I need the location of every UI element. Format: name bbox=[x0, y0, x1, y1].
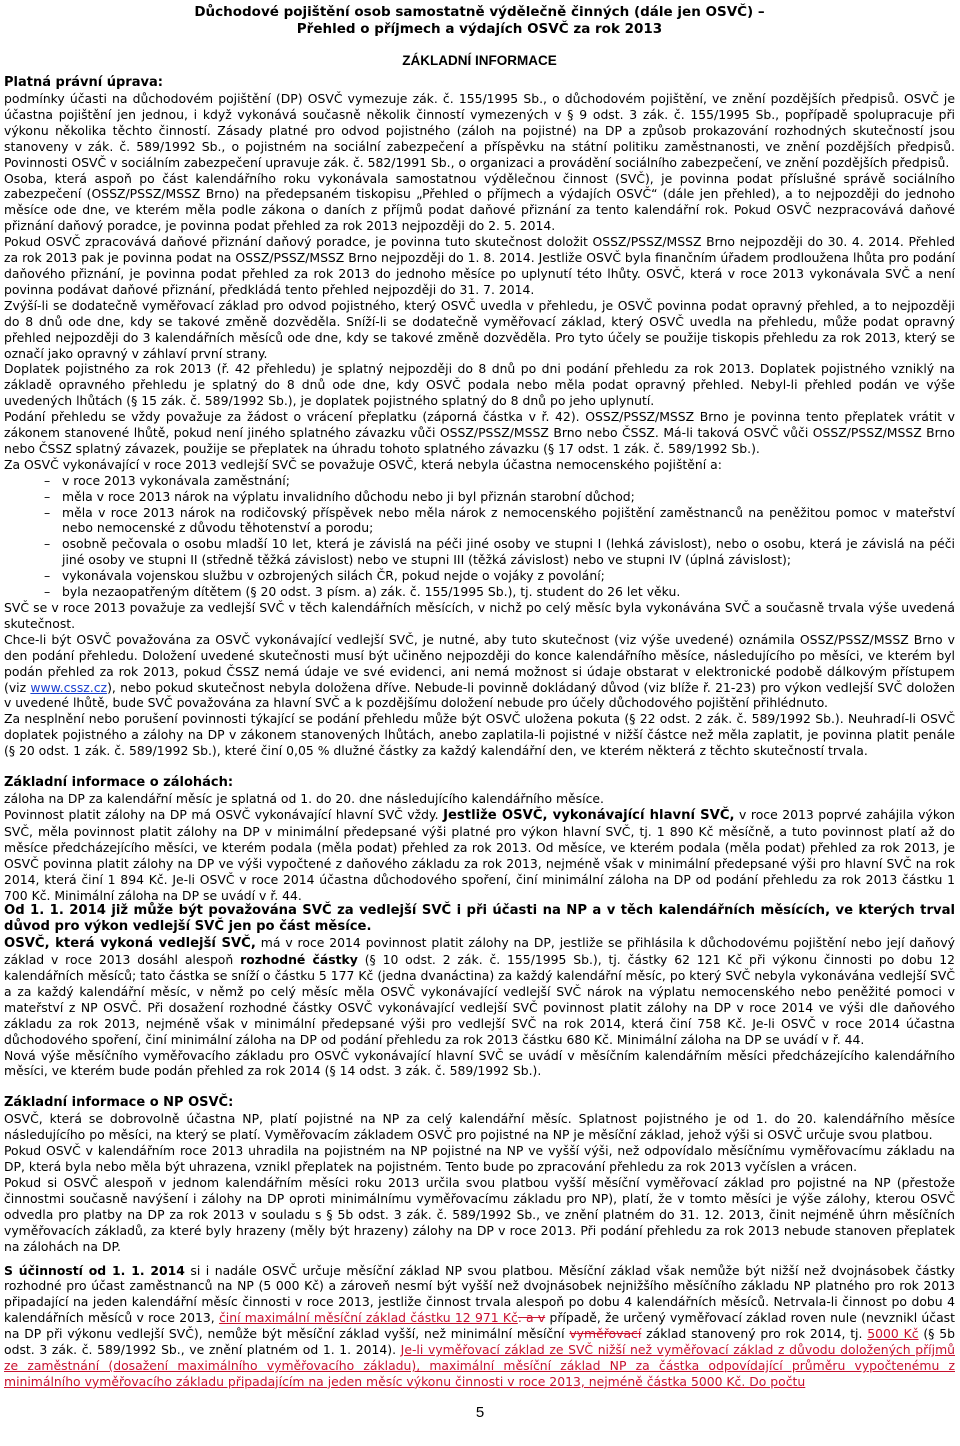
conditions-list bbox=[4, 473, 955, 600]
paragraph: Podání přehledu se vždy považuje za žádost o vrácení přeplatku (záporná částka v ř. 42). OSSZ/PSSZ/MSSZ Brno je povinna tento přeplatek vrátit v zákonem stanovené lhůtě, pokud není jiného splatného závazku vůči OSSZ/PSSZ/MSSZ Brno nebo ČSSZ. Má-li taková OSVČ vůči OSSZ/PSSZ/MSSZ Brno nebo ČSSZ splatný závazek, použije se přeplatek na úhradu tohoto splatného závazku (§ 17 odst. 1 zák. č. 589/1992 Sb.). bbox=[4, 409, 955, 456]
section-gap bbox=[4, 1079, 955, 1095]
advances-heading: Základní informace o zálohách: bbox=[4, 775, 234, 791]
text-span: základ stanovený pro rok 2014, tj. bbox=[641, 1326, 868, 1342]
text-span: Chce-li být OSVČ považována za OSVČ vykonávající vedlejší SVČ, je nutné, aby tuto skutečnost (viz výše uvedené) oznámila OSSZ/PSSZ/MSSZ Brno v den podání přehledu. Doložení uvedené skutečnosti musí být učiněno nejpozději do konce kalendářního měsíce, následujícího po měsíci, ve kterém byl podán přehled za rok 2013, pokud ČSSZ nemá údaje ve své evidenci, ani nemá možnost si údaje obstarat v elektronické podobě dálkovým přístupem (viz bbox=[4, 631, 955, 695]
text-span: Povinnost platit zálohy na DP má OSVČ vykonávající hlavní SVČ vždy. bbox=[4, 806, 444, 822]
paragraph: Pokud OSVČ v kalendářním roce 2013 uhradila na pojistném na NP pojistné na NP ve vyšší výši, než odpovídalo měsíčnímu vyměřovacímu základu na DP, která byla nebo měla být uhrazena, vznikl přeplatek na pojistném. Tento bude po zpracování přehledu za rok 2013 vyčíslen a vrácen. bbox=[4, 1143, 955, 1175]
np-heading: Základní informace o NP OSVČ: bbox=[4, 1095, 234, 1111]
struck-text: vyměřovací bbox=[569, 1326, 642, 1342]
list-item: – vykonávala vojenskou službu v ozbrojených silách ČR, pokud nejde o vojáky z povolání; bbox=[44, 568, 955, 584]
amended-text: 5000 Kč bbox=[867, 1326, 919, 1342]
document-page bbox=[4, 4, 955, 1390]
paragraph bbox=[4, 1263, 955, 1390]
document-title bbox=[4, 4, 955, 38]
page-number: 5 bbox=[475, 1404, 485, 1421]
emphasis-text: Jestliže OSVČ, vykonávající hlavní SVČ, bbox=[443, 807, 735, 823]
list-item: – v roce 2013 vykonávala zaměstnání; bbox=[44, 473, 955, 489]
list-item: – osobně pečovala o osobu mladší 10 let, která je závislá na péči jiné osoby ve stupni I (lehká závislost), nebo o osobu, která je závislá na péči jiné osoby ve stupni II (středně těžká závislost) nebo ve stupni III (těžká závislost) nebo ve stupni IV (úplná závislost); bbox=[44, 536, 955, 568]
paragraph bbox=[4, 935, 955, 1047]
title-line-1: Důchodové pojištění osob samostatně výdělečně činných (dále jen OSVČ) – bbox=[194, 4, 765, 20]
paragraph: Nová výše měsíčního vyměřovacího základu pro OSVČ vykonávající hlavní SVČ se uvádí v měsíčním kalendářním měsíci předcházejícího kalendářního měsíci, ve kterém bude podán přehled za rok 2014 (§ 14 odst. 3 zák. č. 589/1992 Sb.). bbox=[4, 1047, 955, 1079]
paragraph: Za OSVČ vykonávající v roce 2013 vedlejší SVČ se považuje OSVČ, která nebyla účastna nemocenského pojištění a: bbox=[4, 456, 722, 472]
title-line-2: Přehled o příjmech a výdajích OSVČ za rok 2013 bbox=[296, 21, 663, 37]
highlight-paragraph: Od 1. 1. 2014 již může být považována SVČ za vedlejší SVČ i při účasti na NP a v těch kalendářních měsících, ve kterých trval důvod pro výkon vedlejší SVČ jen po část měsíce. bbox=[4, 903, 955, 935]
text-span: si i nadále OSVČ určuje měsíční základ NP svou platbou. Měsíční základ však nemůže být nižší než dvojnásobek částky rozhodné pro účast zaměstnanců na NP (5 000 Kč) a zároveň nesmí být vyšší než dvojnásobek nejnižšího měsíčního základu NP platného pro rok 2013 připadající na jeden kalendářní měsíc činnosti v roce 2013, jestliže činnost trvala alespoň po dobu 4 kalendářních měsíců. Netrvala-li činnost po dobu 4 kalendářních měsíců v roce 2013, bbox=[4, 1262, 955, 1326]
text-span: ), nebo pokud skutečnost nebyla doložena dříve. Nebude-li povinně dokládaný důvod (viz blíže ř. 21-23) pro výkon vedlejší SVČ doložen v uvedené lhůtě, bude SVČ považována za hlavní SVČ a k pozdějšímu doložení nebude pro účely důchodového pojištění přihlédnuto. bbox=[4, 679, 955, 711]
text-span: (§ 5b odst. 3 zák. č. 589/1992 Sb., ve znění platném od 1. 1. 2014). bbox=[4, 1326, 955, 1358]
paragraph: záloha na DP za kalendářní měsíc je splatná od 1. do 20. dne následujícího kalendářního měsíce. bbox=[4, 791, 604, 807]
paragraph bbox=[4, 807, 955, 903]
emphasis-text: S účinností od 1. 1. 2014 bbox=[4, 1262, 185, 1278]
list-item: – byla nezaopatřeným dítětem (§ 20 odst. 3 písm. a) zák. č. 155/1995 Sb.), tj. student do 26 let věku. bbox=[44, 584, 955, 600]
struck-text: . a v bbox=[517, 1310, 546, 1326]
emphasis-text: rozhodné částky bbox=[240, 952, 358, 968]
paragraph: Za nesplnění nebo porušení povinnosti týkající se podání přehledu může být OSVČ uložena pokuta (§ 22 odst. 2 zák. č. 589/1992 Sb.). Neuhradí-li OSVČ doplatek pojistného a zálohy na DP v zákonem stanovených lhůtách, anebo zaplatila-li pojistné v nižší částce než měla zaplatit, je povinna platit penále (§ 20 odst. 1 zák. č. 589/1992 Sb.), které činí 0,05 % dlužné částky za každý kalendářní den, ve kterém některá z těchto skutečností trvala. bbox=[4, 711, 955, 759]
paragraph: podmínky účasti na důchodovém pojištění (DP) OSVČ vymezuje zák. č. 155/1995 Sb., o důchodovém pojištění, ve znění pozdějších předpisů. OSVČ je účastna pojištění jen jednou, i když vykonává současně několik činností vymezených v § 9 odst. 3 zák. č. 155/1995 Sb., popřípadě spolupracuje při výkonu několika těchto činností. Zásady platné pro odvod pojistného (záloh na pojistné) na DP a způsob prokazování rozhodných skutečností jsou stanoveny v zák. č. 589/1992 Sb., o pojistném na sociální zabezpečení a příspěvku na státní politiku zaměstnanosti, ve znění pozdějších předpisů. Povinnosti OSVČ v sociálním zabezpečení upravuje zák. č. 582/1991 Sb., o organizaci a provádění sociálního zabezpečení, ve znění pozdějších předpisů. bbox=[4, 91, 955, 170]
paragraph: SVČ se v roce 2013 považuje za vedlejší SVČ v těch kalendářních měsících, v nichž po celý měsíc byla vykonávána SVČ a současně trvala výše uvedená skutečnost. bbox=[4, 600, 955, 631]
paragraph: Doplatek pojistného za rok 2013 (ř. 42 přehledu) je splatný nejpozději do 8 dnů po dni podání přehledu za rok 2013. Doplatek pojistného vzniklý na základě opravného přehledu je splatný do 8 dnů ode dne, kdy OSVČ podala nebo měla podat opravný přehled. Nebyl-li přehled podán ve výše uvedených lhůtách (§ 15 zák. č. 589/1992 Sb.), je doplatek pojistného splatný do 8 dnů po jeho uplynutí. bbox=[4, 361, 955, 409]
paragraph-gap bbox=[4, 1255, 955, 1263]
amended-text: Je-li vyměřovací základ ze SVČ nižší než vyměřovací základ z důvodu doložených příjmů ze zaměstnání (dosažení maximálního vyměřovacího základu), maximální měsíční základ NP za částka odpovídající průměru vypočtenému z minimálního vyměřovacího základu připadajícím na jeden měsíc výkonu činnosti v roce 2013, nejméně částka 5000 Kč. Do počtu bbox=[4, 1342, 955, 1389]
list-item: – měla v roce 2013 nárok na výplatu invalidního důchodu nebo ji byl přiznán starobní důchod; bbox=[44, 489, 955, 505]
paragraph: Zvýší-li se dodatečně vyměřovací základ pro odvod pojistného, který OSVČ uvedla v přehledu, je OSVČ povinna podat opravný přehled, a to nejpozději do 8 dnů ode dne, kdy se takové změně dozvěděla. Sníží-li se dodatečně vyměřovací základ, který OSVČ uvedla na přehledu, může podat opravný přehled nejpozději do 3 kalendářních měsíců ode dne, kdy se takové změně dozvěděla. Pro tyto účely se použije tiskopis přehledu za rok 2013, který se označí jako opravný v záhlaví první strany. bbox=[4, 297, 955, 361]
list-item: – měla v roce 2013 nárok na rodičovský příspěvek nebo měla nárok z nemocenského pojištění zaměstnanců na peněžitou pomoc v mateřství nebo nemocenské z důvodu těhotenství a porodu; bbox=[44, 505, 955, 537]
paragraph bbox=[4, 632, 955, 712]
text-span: má v roce 2014 povinnost platit zálohy na DP, jestliže se přihlásila k důchodovému pojištění nebo její daňový základ v roce 2013 dosáhl alespoň bbox=[4, 935, 955, 968]
text-span: případě, že určený vyměřovací základ roven nule (nevznikl účast na DP při výkonu vedlejší SVČ), nemůže být měsíční základ vyšší, než minimální měsíční bbox=[4, 1310, 956, 1342]
paragraph: OSVČ, která se dobrovolně účastna NP, platí pojistné na NP za celý kalendářní měsíc. Splatnost pojistného je od 1. do 20. kalendářního měsíce následujícího po měsíci, na který se platí. Vyměřovacím základem OSVČ pro pojistné na NP je měsíční základ, jehož výši si OSVČ určuje svou platbou. bbox=[4, 1111, 955, 1143]
paragraph: Pokud OSVČ zpracovává daňové přiznání daňový poradce, je povinna tuto skutečnost doložit OSSZ/PSSZ/MSSZ Brno nejpozději do 30. 4. 2014. Přehled za rok 2013 pak je povinna podat na OSSZ/PSSZ/MSSZ Brno nejpozději do 1. 8. 2014. Jestliže OSVČ byla finančním úřadem prodloužena lhůta pro podání daňového přiznání, je povinna podat přehled za rok 2013 do jednoho měsíce po uplynutí této lhůty. OSVČ, která v roce 2013 vykonávala SVČ a není povinna podávat daňové přiznání, předkládá tento přehled nejpozději do 31. 7. 2014. bbox=[4, 234, 955, 297]
cssz-link[interactable]: www.cssz.cz bbox=[30, 679, 108, 695]
section-gap bbox=[4, 759, 955, 775]
text-span: (§ 10 odst. 2 zák. č. 155/1995 Sb.), tj. částky 62 121 Kč při výkonu činnosti po dobu 12 kalendářních měsíců; tato částka se sníží o částku 5 177 Kč (jedna dvanáctina) za každý kalendářní měsíc, po který SVČ nebyla vykonávána vedlejší SVČ a za každý kalendářní měsíc, v němž po celý měsíc měla OSVČ vykonávající vedlejší SVČ nárok na výplatu nemocenského nebo peněžité pomoci v mateřství z NP OSVČ. Při dosažení rozhodné částky OSVČ vykonávající vedlejší SVČ povinnost platit zálohy na DP v roce 2014 ve výši dle daňového základu za rok 2013, nejméně však v minimální předepsané výši pro vedlejší SVČ na rok 2014, která činí 758 Kč. Je-li OSVČ v roce 2014 účastna důchodového spoření, činí minimální záloha na DP od podání přehledu za rok 2013 částku 680 Kč. Minimální záloha na DP se uvádí v ř. 44. bbox=[4, 952, 955, 1047]
legal-basis-heading: Platná právní úprava: bbox=[4, 75, 163, 90]
section-subtitle: ZÁKLADNÍ INFORMACE bbox=[402, 53, 557, 68]
emphasis-text: OSVČ, která vykoná vedlejší SVČ, bbox=[4, 936, 256, 952]
paragraph: Pokud si OSVČ alespoň v jednom kalendářním měsíci roku 2013 určila svou platbou vyšší měsíční vyměřovací základ pro pojistné na NP (přestože činnostmi současně navýšení i zálohy na DP oproti minimálnímu vyměřovacímu základu pro NP), platí, že v tomto měsíci je výše zálohy, kterou OSVČ odvedla pro platby na DP za rok 2013 v souladu s § 5b odst. 3 zák. č. 589/1992 Sb., ve znění platném do 31. 12. 2013, činit nejméně úhrn měsíčních vyměřovacích základů, za které byly hrazeny (měly být hrazeny) zálohy na DP v roce 2013. Při podání přehledu za rok 2013 nebude stanoven přeplatek na zálohách na DP. bbox=[4, 1175, 955, 1254]
amended-text: činí maximální měsíční základ částku 12 971 Kč bbox=[218, 1310, 518, 1326]
paragraph: Osoba, která aspoň po část kalendářního roku vykonávala samostatnou výdělečnou činnost (SVČ), je povinna podat příslušné správě sociálního zabezpečení (OSSZ/PSSZ/MSSZ Brno) na předepsaném tiskopisu „Přehled o příjmech a výdajích OSVČ“ (dále jen přehled), a to nejpozději do jednoho měsíce ode dne, ve kterém měla podle zákona o daních z příjmů podat daňové přiznání za tento kalendářní rok. Pokud OSVČ nezpracovává daňové přiznání daňový poradce, je povinna podat přehled za rok 2013 nejpozději do 2. 5. 2014. bbox=[4, 170, 955, 234]
text-span: v roce 2013 poprvé zahájila výkon SVČ, měla povinnost platit zálohy na DP v minimální předepsané výši platné pro výkon hlavní SVČ, tj. 1 890 Kč měsíčně, a tuto povinnost platí až do měsíce předcházejícího měsíci, ve kterém podala (měla podat) přehled za rok 2013. Od měsíce, ve kterém podala (měla podat) přehled za rok 2013, je OSVČ povinna platit zálohy na DP ve výši vypočtené z daňového základu za rok 2013, nejméně však v minimální předepsané výši pro hlavní SVČ na rok 2014, která činí 1 894 Kč. Je-li OSVČ v roce 2014 účastna důchodového spoření, činí minimální záloha na DP od podání přehledu za rok 2013 částku 1 700 Kč. Minimální záloha na DP se uvádí v ř. 44. bbox=[4, 806, 955, 903]
